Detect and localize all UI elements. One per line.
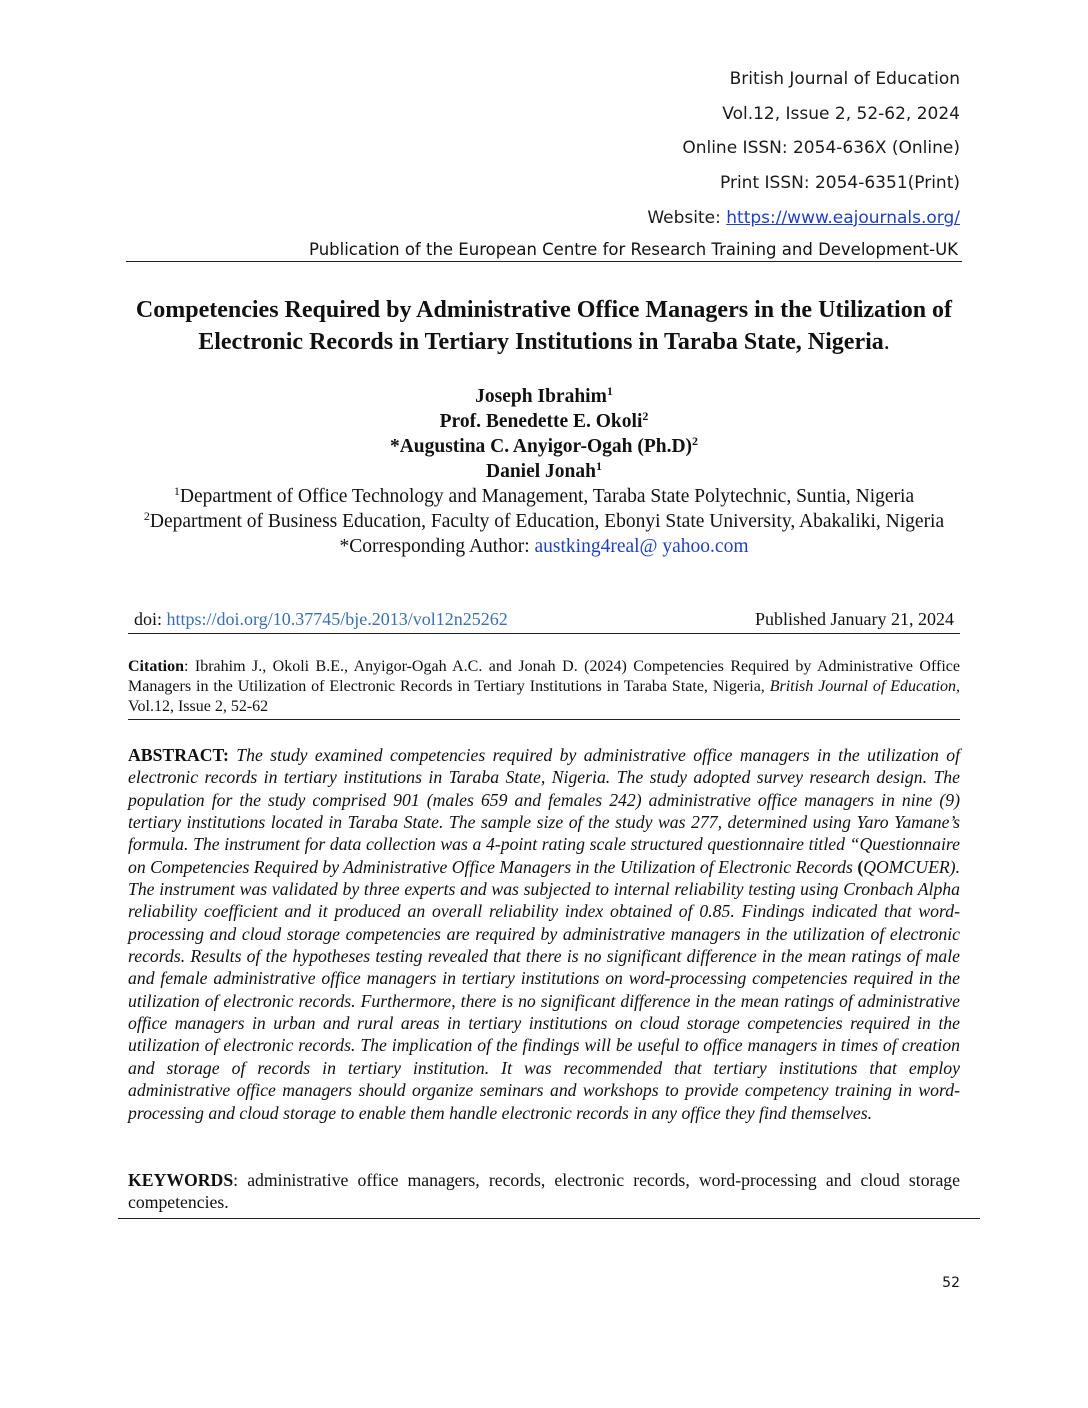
affiliation-sup: 1 bbox=[173, 484, 180, 498]
journal-header bbox=[647, 62, 960, 236]
journal-name: British Journal of Education bbox=[729, 69, 960, 89]
publication-text: Publication of the European Centre for Research Training and Development-UK bbox=[309, 240, 958, 259]
abstract-text-continued: QOMCUER). The instrument was validated by three experts and was subjected to internal reliability testing using Cronbach Alpha reliability coefficient and it produced an overall reliability index obtained of 0.85. Findings indicated that word-processing and cloud storage competencies are required by administrative managers in the utilization of electronic records. Results of the hypotheses testing revealed that there is no significant difference in the mean ratings of male and female administrative office managers in tertiary institutions on word-processing competencies required in the utilization of electronic records. Furthermore, there is no significant difference in the mean ratings of administrative office managers in urban and rural areas in tertiary institutions on cloud storage competencies required in the utilization of electronic records. The implication of the findings will be useful to office managers in times of creation and storage of records in tertiary institution. It was recommended that tertiary institutions that employ administrative office managers should organize seminars and workshops to provide competency training in word-processing and cloud storage to enable them handle electronic records in any office they find themselves. bbox=[128, 856, 960, 1123]
affiliation-sup: 2 bbox=[143, 509, 150, 523]
author-sup: 1 bbox=[606, 384, 613, 398]
keywords-text: : administrative office managers, records, electronic records, word-processing and cloud storage competencies. bbox=[128, 1170, 960, 1213]
website-link[interactable]: https://www.eajournals.org/ bbox=[726, 207, 960, 228]
doi-block bbox=[134, 607, 508, 631]
author-name: Prof. Benedette E. Okoli bbox=[439, 411, 643, 432]
affiliation-text: Department of Business Education, Faculty of Education, Ebonyi State University, Abakaliki, Nigeria bbox=[149, 511, 945, 532]
keywords-label: KEYWORDS bbox=[128, 1170, 234, 1190]
abstract bbox=[128, 744, 960, 1124]
corresponding-label: *Corresponding Author: bbox=[339, 536, 530, 557]
affiliation-text: Department of Office Technology and Management, Taraba State Polytechnic, Suntia, Nigeria bbox=[179, 486, 915, 507]
affiliation-1 bbox=[128, 484, 960, 509]
print-issn: Print ISSN: 2054-6351(Print) bbox=[720, 173, 960, 194]
citation-volume: Vol.12, Issue 2, 52-62 bbox=[128, 698, 269, 715]
abstract-label: ABSTRACT: bbox=[128, 745, 229, 765]
page-number: 52 bbox=[942, 1275, 960, 1291]
doi-label: doi: bbox=[134, 609, 163, 629]
corresponding-email-link[interactable]: austking4real@ yahoo.com bbox=[534, 536, 749, 557]
doi-link[interactable]: https://doi.org/10.37745/bje.2013/vol12n25262 bbox=[166, 609, 508, 629]
published-date: Published January 21, 2024 bbox=[755, 609, 954, 629]
paper-title-period: . bbox=[883, 329, 890, 355]
author-name: Daniel Jonah bbox=[486, 461, 596, 482]
corresponding-author bbox=[128, 534, 960, 559]
citation-text: : Ibrahim J., Okoli B.E., Anyigor-Ogah A.C. and Jonah D. (2024) Competencies Required by Administrative Office Managers in the Utilization of Electronic Records in Tertiary Institutions in Taraba State, Nigeria, bbox=[128, 658, 960, 695]
online-issn: Online ISSN: 2054-636X (Online) bbox=[682, 138, 960, 159]
citation-label: Citation bbox=[128, 658, 184, 675]
publication-line bbox=[126, 240, 962, 262]
paper-title bbox=[128, 294, 960, 358]
author-3 bbox=[128, 434, 960, 459]
paper-title-text: Competencies Required by Administrative Office Managers in the Utilization of Electronic Records in Tertiary Institutions in Taraba State, Nigeria bbox=[135, 297, 953, 355]
author-sup: 2 bbox=[642, 409, 649, 423]
author-name: Joseph Ibrahim bbox=[475, 386, 607, 407]
affiliation-2 bbox=[128, 509, 960, 534]
citation bbox=[128, 657, 960, 720]
author-1 bbox=[128, 384, 960, 409]
keywords bbox=[118, 1169, 980, 1219]
author-2 bbox=[128, 409, 960, 434]
abstract-text: The study examined competencies required by administrative office managers in the utilization of electronic records in tertiary institutions in Taraba State, Nigeria. The study adopted survey research design. The population for the study comprised 901 (males 659 and females 242) administrative office managers in nine (9) tertiary institutions located in Taraba State. The sample size of the study was 277, determined using Yaro Yamane’s formula. The instrument for data collection was a 4-point rating scale structured questionnaire titled “Questionnaire on Competencies Required by Administrative Office Managers in the Utilization of Electronic Records bbox=[128, 745, 961, 877]
abstract-paren: ( bbox=[857, 856, 864, 877]
website-line bbox=[647, 201, 960, 236]
doi-line bbox=[128, 607, 960, 634]
website-label: Website: bbox=[647, 207, 721, 228]
author-block bbox=[128, 384, 960, 559]
author-sup: 2 bbox=[692, 434, 699, 448]
journal-volume: Vol.12, Issue 2, 52-62, 2024 bbox=[722, 103, 960, 124]
author-4 bbox=[128, 459, 960, 484]
author-name: *Augustina C. Anyigor-Ogah (Ph.D) bbox=[389, 436, 693, 457]
citation-journal: British Journal of Education, bbox=[769, 678, 960, 695]
author-sup: 1 bbox=[595, 459, 602, 473]
